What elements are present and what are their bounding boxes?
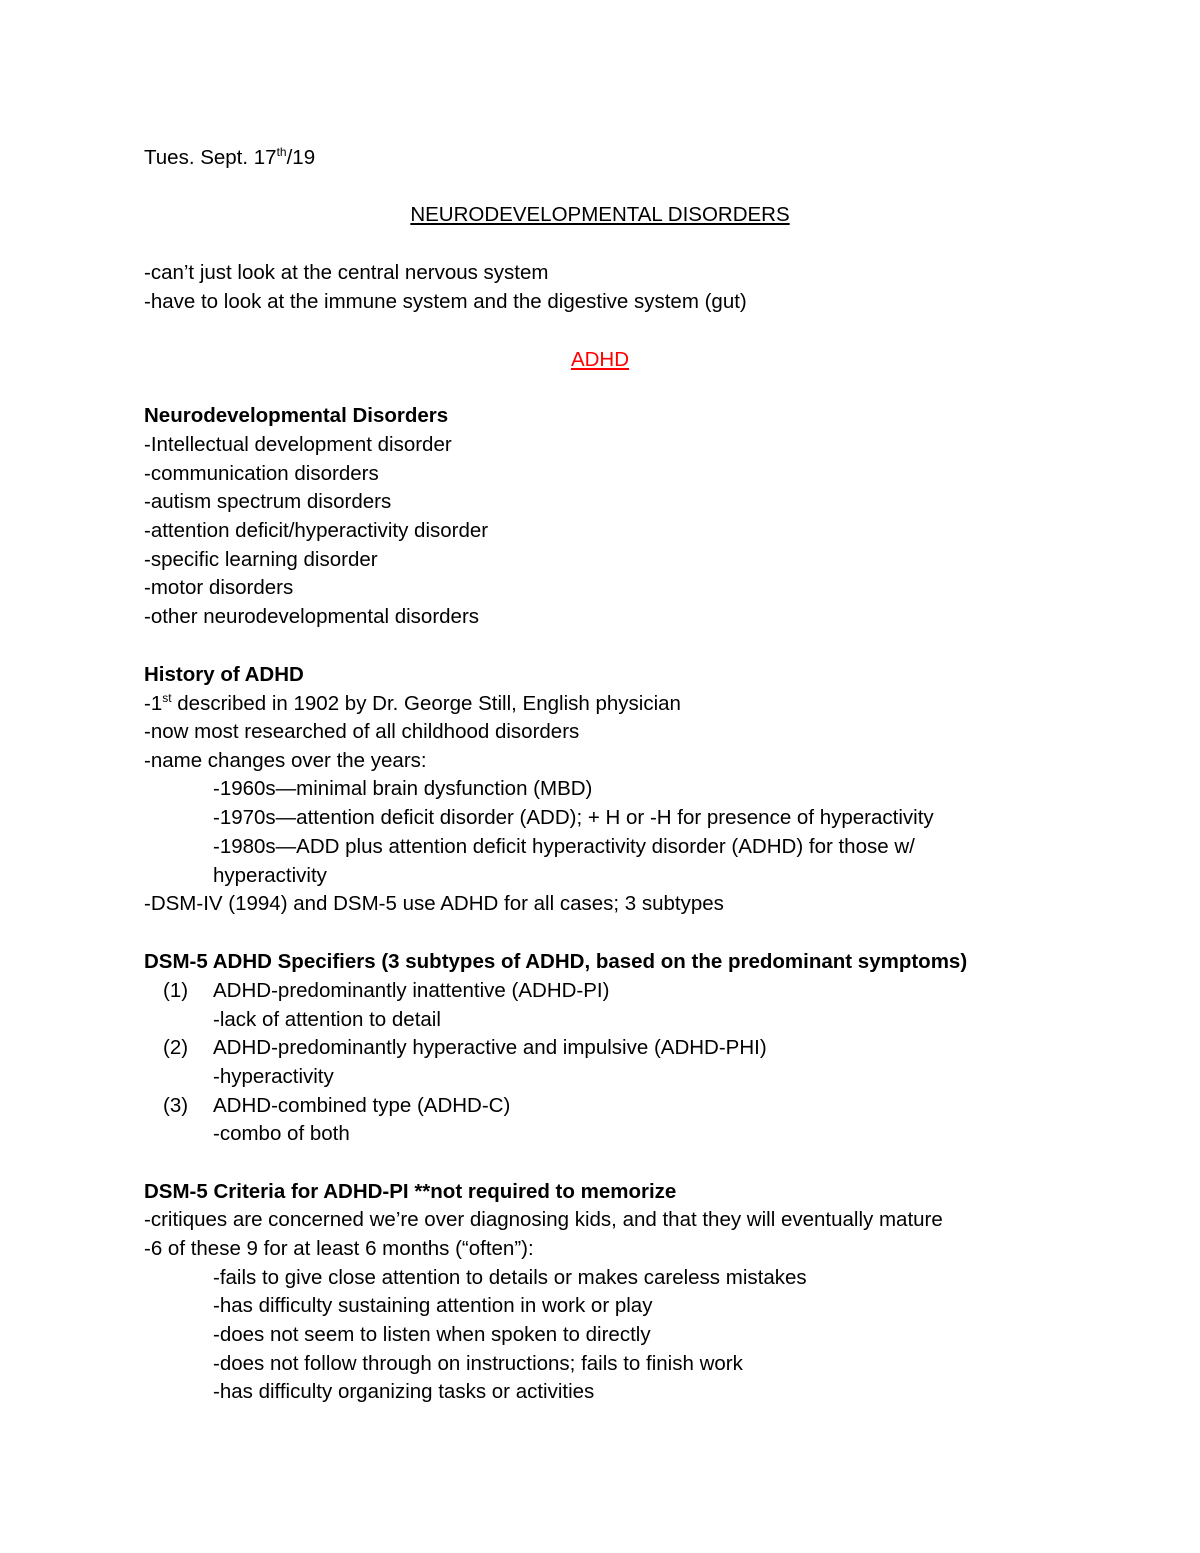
list-item: -attention deficit/hyperactivity disorder: [144, 519, 489, 542]
decade-item: -1970s—attention deficit disorder (ADD); + H or -H for presence of hyperactivity: [213, 806, 934, 829]
main-title: NEURODEVELOPMENTAL DISORDERS: [410, 203, 790, 226]
date-text: Tues. Sept. 17: [144, 146, 277, 169]
specifier-number: (3): [163, 1094, 189, 1117]
history-line: -DSM-IV (1994) and DSM-5 use ADHD for all cases; 3 subtypes: [144, 892, 724, 915]
list-item: -specific learning disorder: [144, 548, 378, 571]
criteria-item: -has difficulty sustaining attention in work or play: [213, 1294, 653, 1317]
history-first-pre: -1: [144, 692, 163, 715]
specifier-item: [163, 1036, 767, 1060]
intro-line: -can’t just look at the central nervous system: [144, 261, 549, 284]
decade-item: -1980s—ADD plus attention deficit hyperactivity disorder (ADHD) for those w/: [213, 835, 915, 858]
history-first-post: described in 1902 by Dr. George Still, English physician: [171, 692, 681, 715]
specifier-number: (2): [163, 1036, 189, 1059]
decade-item-continued: hyperactivity: [213, 864, 327, 887]
history-first-superscript: st: [162, 691, 172, 706]
specifier-number: (1): [163, 979, 189, 1002]
list-item: -other neurodevelopmental disorders: [144, 605, 480, 628]
specifier-item: [163, 1094, 510, 1118]
decade-item: -1960s—minimal brain dysfunction (MBD): [213, 777, 593, 800]
neuro-section-heading: Neurodevelopmental Disorders: [144, 404, 449, 427]
specifier-item: [163, 979, 609, 1003]
list-item: -motor disorders: [144, 576, 294, 599]
specifier-detail: -hyperactivity: [213, 1065, 334, 1088]
list-item: -Intellectual development disorder: [144, 433, 452, 456]
list-item: -autism spectrum disorders: [144, 490, 392, 513]
date-superscript: th: [276, 145, 287, 160]
history-first-line: [144, 692, 681, 716]
date-year: /19: [286, 146, 316, 169]
criteria-line: -6 of these 9 for at least 6 months (“often”):: [144, 1237, 534, 1260]
specifier-detail: -lack of attention to detail: [213, 1008, 441, 1031]
criteria-item: -fails to give close attention to details or makes careless mistakes: [213, 1266, 807, 1289]
history-heading: History of ADHD: [144, 663, 304, 686]
criteria-item: -has difficulty organizing tasks or activities: [213, 1380, 595, 1403]
criteria-item: -does not follow through on instructions; fails to finish work: [213, 1352, 743, 1375]
specifier-title: ADHD-combined type (ADHD-C): [213, 1094, 511, 1117]
specifiers-heading: DSM-5 ADHD Specifiers (3 subtypes of ADHD, based on the predominant symptoms): [144, 950, 968, 973]
date-line: [144, 146, 315, 170]
history-line: -name changes over the years:: [144, 749, 427, 772]
specifier-detail: -combo of both: [213, 1122, 350, 1145]
criteria-line: -critiques are concerned we’re over diagnosing kids, and that they will eventually mature: [144, 1208, 943, 1231]
history-line: -now most researched of all childhood disorders: [144, 720, 580, 743]
intro-line: -have to look at the immune system and the digestive system (gut): [144, 290, 747, 313]
criteria-heading: DSM-5 Criteria for ADHD-PI **not required to memorize: [144, 1180, 677, 1203]
list-item: -communication disorders: [144, 462, 379, 485]
specifier-title: ADHD-predominantly hyperactive and impulsive (ADHD-PHI): [213, 1036, 767, 1059]
specifier-title: ADHD-predominantly inattentive (ADHD-PI): [213, 979, 610, 1002]
adhd-heading: ADHD: [570, 348, 630, 371]
criteria-item: -does not seem to listen when spoken to directly: [213, 1323, 651, 1346]
